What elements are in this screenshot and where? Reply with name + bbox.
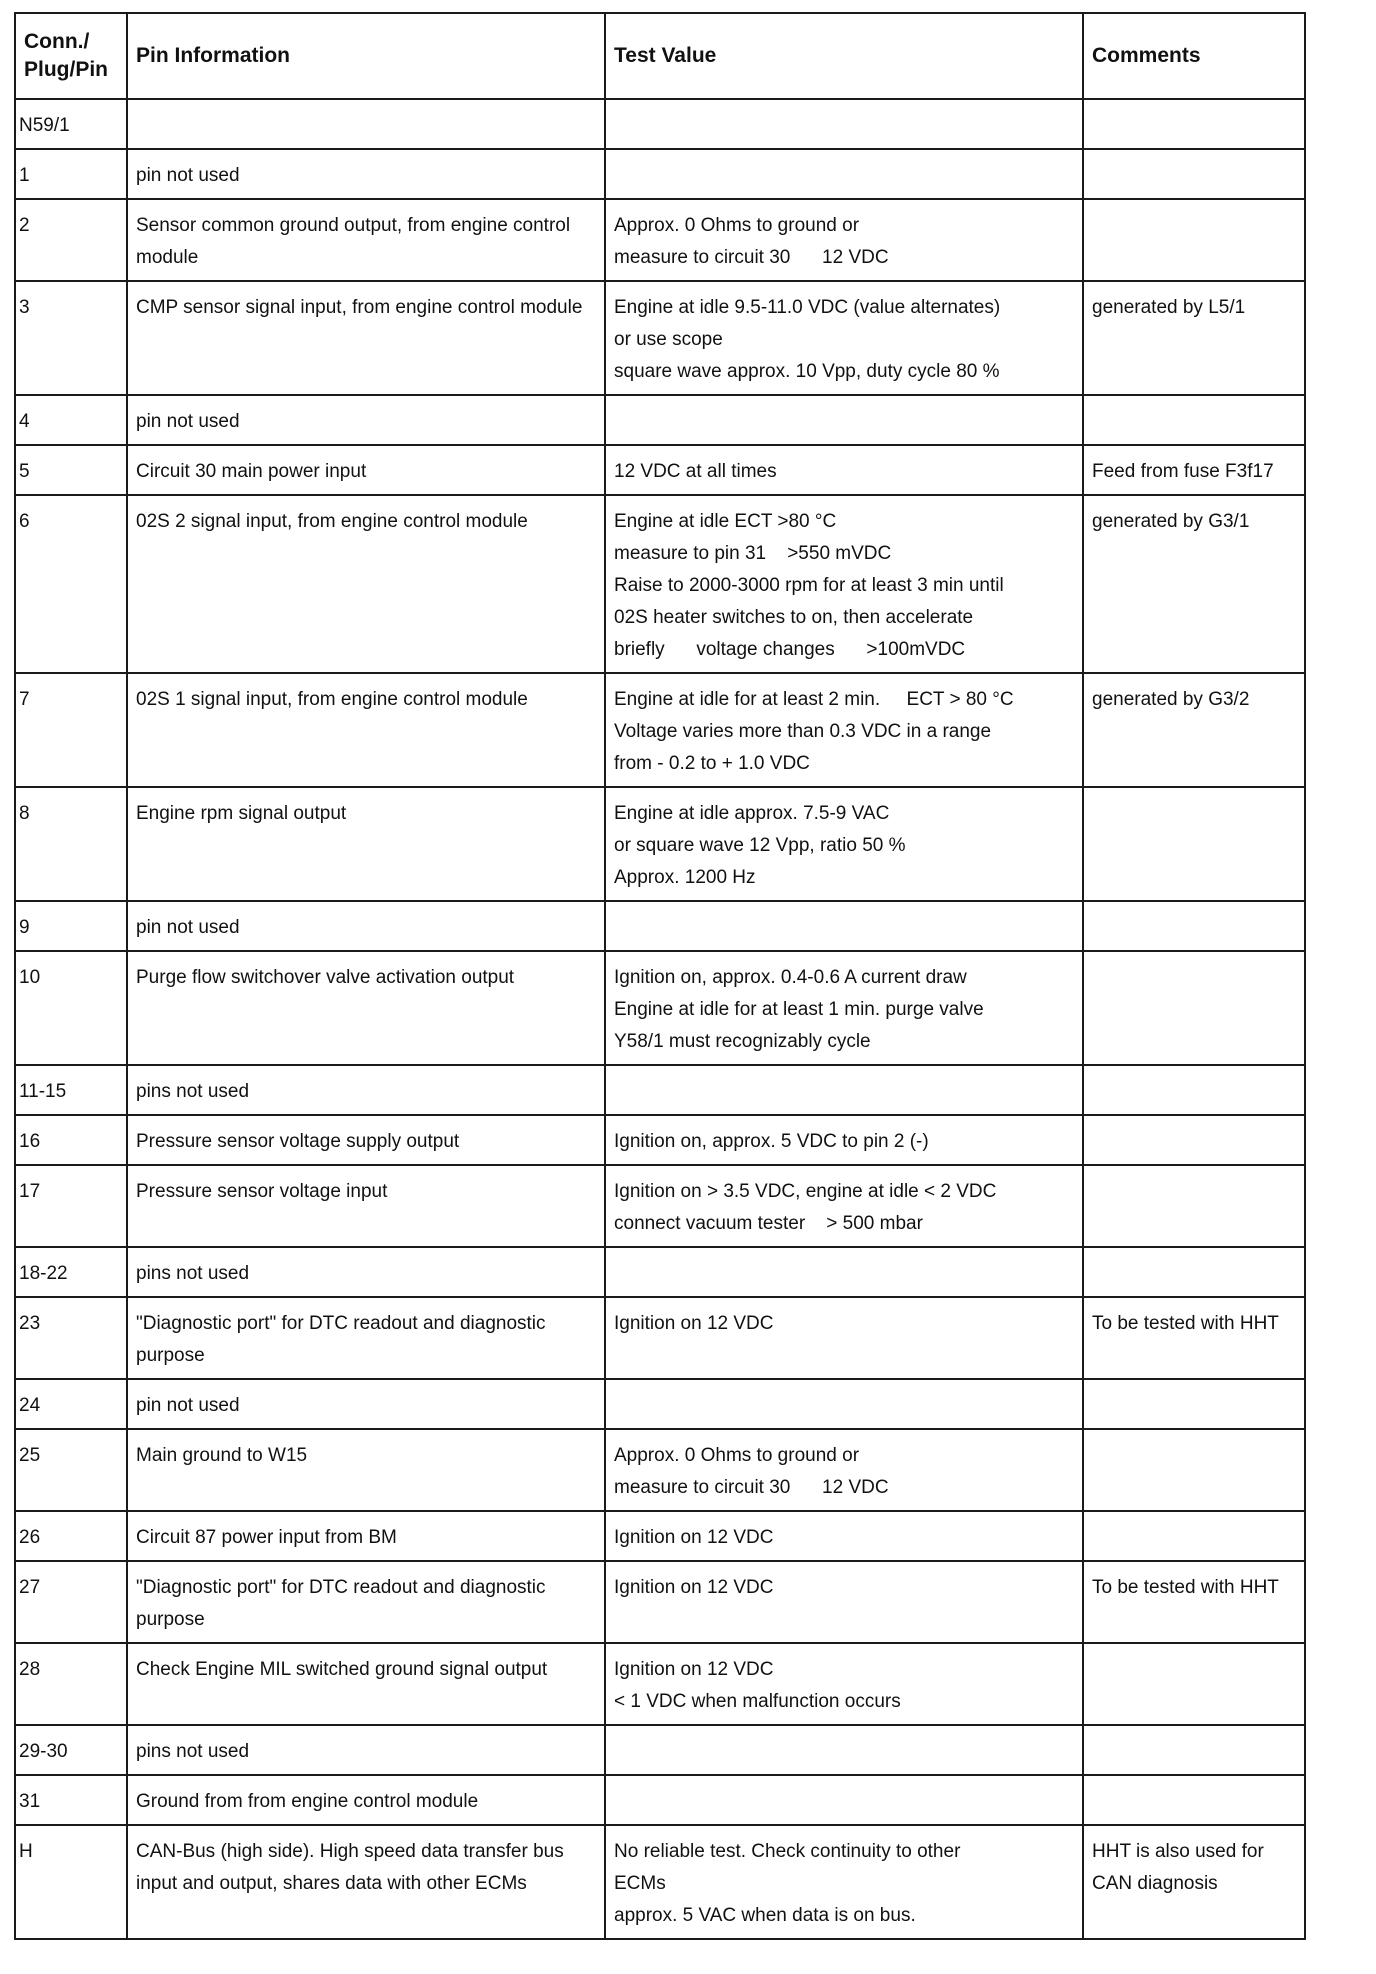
pin-cell: 8 — [15, 787, 127, 901]
comments-cell: generated by G3/2 — [1083, 673, 1305, 787]
pin-cell: N59/1 — [15, 99, 127, 149]
pin-cell: 18-22 — [15, 1247, 127, 1297]
table-row — [15, 673, 1305, 787]
test-value-line: 12 VDC at all times — [614, 461, 777, 482]
test-value-cell — [605, 1065, 1083, 1115]
pin-cell: 6 — [15, 495, 127, 673]
test-value-line: square wave approx. 10 Vpp, duty cycle 80 % — [614, 361, 1000, 382]
pin-information-cell: "Diagnostic port" for DTC readout and diagnostic purpose — [127, 1561, 605, 1643]
comments-cell — [1083, 1247, 1305, 1297]
table-row — [15, 1775, 1305, 1825]
test-value-cell — [605, 1165, 1083, 1247]
pin-cell: 10 — [15, 951, 127, 1065]
pin-information-cell: Main ground to W15 — [127, 1429, 605, 1511]
test-value-cell — [605, 787, 1083, 901]
test-value-line: Y58/1 must recognizably cycle — [614, 1031, 871, 1052]
pin-information-cell: Pressure sensor voltage supply output — [127, 1115, 605, 1165]
pin-information-cell: Pressure sensor voltage input — [127, 1165, 605, 1247]
test-value-line: ECMs — [614, 1873, 666, 1894]
pin-information-cell: Sensor common ground output, from engine control module — [127, 199, 605, 281]
test-value-cell — [605, 1429, 1083, 1511]
comments-cell — [1083, 149, 1305, 199]
table-row — [15, 901, 1305, 951]
table-row — [15, 1065, 1305, 1115]
pin-information-cell: 02S 1 signal input, from engine control module — [127, 673, 605, 787]
comments-cell — [1083, 1775, 1305, 1825]
test-value-cell — [605, 1379, 1083, 1429]
table-row — [15, 199, 1305, 281]
test-value-cell — [605, 1825, 1083, 1939]
pin-information-cell: pins not used — [127, 1247, 605, 1297]
table-row — [15, 395, 1305, 445]
comments-cell: To be tested with HHT — [1083, 1297, 1305, 1379]
pin-cell: 25 — [15, 1429, 127, 1511]
test-value-line: measure to circuit 30 12 VDC — [614, 247, 889, 268]
test-value-line: Engine at idle for at least 2 min. ECT > 80 °C — [614, 689, 1014, 710]
test-value-line: measure to pin 31 >550 mVDC — [614, 543, 892, 564]
comments-cell: To be tested with HHT — [1083, 1561, 1305, 1643]
header-comments: Comments — [1083, 13, 1305, 99]
pin-cell: 17 — [15, 1165, 127, 1247]
header-conn-plug-pin — [15, 13, 127, 99]
test-value-line: from - 0.2 to + 1.0 VDC — [614, 753, 810, 774]
pin-information-cell: Circuit 87 power input from BM — [127, 1511, 605, 1561]
test-value-line: Approx. 0 Ohms to ground or — [614, 215, 860, 236]
pin-cell: 2 — [15, 199, 127, 281]
test-value-line: 02S heater switches to on, then accelerate — [614, 607, 974, 628]
comments-cell — [1083, 1115, 1305, 1165]
pin-table-document — [14, 12, 1304, 1940]
pin-information-cell: Check Engine MIL switched ground signal output — [127, 1643, 605, 1725]
table-row — [15, 495, 1305, 673]
table-row — [15, 787, 1305, 901]
test-value-cell — [605, 1511, 1083, 1561]
test-value-cell — [605, 1775, 1083, 1825]
pin-cell: 9 — [15, 901, 127, 951]
comments-cell — [1083, 395, 1305, 445]
header-conn-line1: Conn./ — [24, 30, 90, 53]
test-value-cell — [605, 901, 1083, 951]
pin-information-cell: pins not used — [127, 1725, 605, 1775]
table-row — [15, 1643, 1305, 1725]
pin-information-cell: pin not used — [127, 149, 605, 199]
comments-cell — [1083, 99, 1305, 149]
pin-cell: 27 — [15, 1561, 127, 1643]
table-row — [15, 445, 1305, 495]
test-value-line: Ignition on 12 VDC — [614, 1659, 774, 1680]
comments-cell: Feed from fuse F3f17 — [1083, 445, 1305, 495]
header-row — [15, 13, 1305, 99]
pin-information-cell: Ground from from engine control module — [127, 1775, 605, 1825]
test-value-line: connect vacuum tester > 500 mbar — [614, 1213, 923, 1234]
test-value-line: measure to circuit 30 12 VDC — [614, 1477, 889, 1498]
pin-information-cell: pins not used — [127, 1065, 605, 1115]
table-row — [15, 99, 1305, 149]
test-value-cell — [605, 199, 1083, 281]
pin-information-cell: pin not used — [127, 901, 605, 951]
comments-cell — [1083, 787, 1305, 901]
pin-information-cell: CMP sensor signal input, from engine control module — [127, 281, 605, 395]
pin-cell: 5 — [15, 445, 127, 495]
test-value-cell — [605, 99, 1083, 149]
test-value-line: Engine at idle approx. 7.5-9 VAC — [614, 803, 890, 824]
table-row — [15, 1165, 1305, 1247]
table-row — [15, 1429, 1305, 1511]
table-row — [15, 1297, 1305, 1379]
test-value-cell — [605, 495, 1083, 673]
pin-information-cell: Circuit 30 main power input — [127, 445, 605, 495]
test-value-line: Approx. 1200 Hz — [614, 867, 756, 888]
comments-cell — [1083, 1725, 1305, 1775]
pin-cell: 26 — [15, 1511, 127, 1561]
table-row — [15, 1115, 1305, 1165]
test-value-cell — [605, 395, 1083, 445]
test-value-line: Engine at idle for at least 1 min. purge valve — [614, 999, 984, 1020]
test-value-line: Engine at idle 9.5-11.0 VDC (value alternates) — [614, 297, 1001, 318]
header-pin-information: Pin Information — [127, 13, 605, 99]
test-value-line: Voltage varies more than 0.3 VDC in a range — [614, 721, 992, 742]
pin-cell: 31 — [15, 1775, 127, 1825]
comments-cell — [1083, 901, 1305, 951]
pin-cell: 11-15 — [15, 1065, 127, 1115]
test-value-line: < 1 VDC when malfunction occurs — [614, 1691, 901, 1712]
test-value-cell — [605, 445, 1083, 495]
test-value-line: Ignition on, approx. 5 VDC to pin 2 (-) — [614, 1131, 929, 1152]
pin-information-cell: pin not used — [127, 395, 605, 445]
test-value-line: Engine at idle ECT >80 °C — [614, 511, 837, 532]
comments-cell — [1083, 951, 1305, 1065]
table-row — [15, 281, 1305, 395]
test-value-cell — [605, 1247, 1083, 1297]
comments-cell: HHT is also used for CAN diagnosis — [1083, 1825, 1305, 1939]
table-row — [15, 1247, 1305, 1297]
comments-cell — [1083, 1429, 1305, 1511]
pin-cell: 16 — [15, 1115, 127, 1165]
test-value-line: or use scope — [614, 329, 723, 350]
test-value-line: Ignition on 12 VDC — [614, 1527, 774, 1548]
comments-cell: generated by G3/1 — [1083, 495, 1305, 673]
test-value-line: briefly voltage changes >100mVDC — [614, 639, 966, 660]
comments-cell — [1083, 1511, 1305, 1561]
pin-cell: 29-30 — [15, 1725, 127, 1775]
test-value-cell — [605, 149, 1083, 199]
pin-information-cell: CAN-Bus (high side). High speed data transfer bus input and output, shares data with other ECMs — [127, 1825, 605, 1939]
test-value-line: Ignition on 12 VDC — [614, 1577, 774, 1598]
test-value-line: Raise to 2000-3000 rpm for at least 3 min until — [614, 575, 1004, 596]
pin-cell: H — [15, 1825, 127, 1939]
comments-cell — [1083, 1643, 1305, 1725]
comments-cell — [1083, 1065, 1305, 1115]
header-test-value: Test Value — [605, 13, 1083, 99]
test-value-cell — [605, 1725, 1083, 1775]
test-value-line: Approx. 0 Ohms to ground or — [614, 1445, 860, 1466]
pin-table — [14, 12, 1306, 1940]
test-value-line: No reliable test. Check continuity to other — [614, 1841, 961, 1862]
pin-cell: 7 — [15, 673, 127, 787]
test-value-line: approx. 5 VAC when data is on bus. — [614, 1905, 916, 1926]
test-value-cell — [605, 281, 1083, 395]
test-value-line: or square wave 12 Vpp, ratio 50 % — [614, 835, 906, 856]
pin-cell: 24 — [15, 1379, 127, 1429]
table-row — [15, 1561, 1305, 1643]
comments-cell — [1083, 199, 1305, 281]
test-value-cell — [605, 673, 1083, 787]
pin-cell: 4 — [15, 395, 127, 445]
test-value-cell — [605, 1115, 1083, 1165]
pin-information-cell: "Diagnostic port" for DTC readout and diagnostic purpose — [127, 1297, 605, 1379]
test-value-line: Ignition on > 3.5 VDC, engine at idle < 2 VDC — [614, 1181, 997, 1202]
pin-information-cell: Engine rpm signal output — [127, 787, 605, 901]
pin-information-cell: Purge flow switchover valve activation output — [127, 951, 605, 1065]
pin-information-cell: pin not used — [127, 1379, 605, 1429]
table-row — [15, 1825, 1305, 1939]
comments-cell — [1083, 1165, 1305, 1247]
pin-cell: 28 — [15, 1643, 127, 1725]
pin-cell: 3 — [15, 281, 127, 395]
test-value-line: Ignition on, approx. 0.4-0.6 A current draw — [614, 967, 967, 988]
table-row — [15, 1379, 1305, 1429]
table-row — [15, 1725, 1305, 1775]
pin-information-cell — [127, 99, 605, 149]
test-value-cell — [605, 1297, 1083, 1379]
pin-cell: 23 — [15, 1297, 127, 1379]
test-value-line: Ignition on 12 VDC — [614, 1313, 774, 1334]
table-row — [15, 951, 1305, 1065]
test-value-cell — [605, 1643, 1083, 1725]
test-value-cell — [605, 1561, 1083, 1643]
header-conn-line2: Plug/Pin — [24, 58, 108, 81]
pin-information-cell: 02S 2 signal input, from engine control module — [127, 495, 605, 673]
test-value-cell — [605, 951, 1083, 1065]
table-row — [15, 1511, 1305, 1561]
comments-cell: generated by L5/1 — [1083, 281, 1305, 395]
pin-cell: 1 — [15, 149, 127, 199]
table-row — [15, 149, 1305, 199]
comments-cell — [1083, 1379, 1305, 1429]
